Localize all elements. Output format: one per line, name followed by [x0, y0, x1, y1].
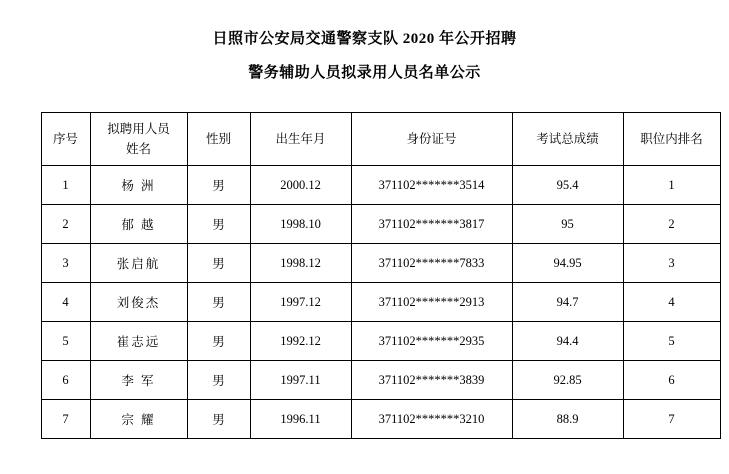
table-row	[41, 322, 720, 361]
cell-name: 崔志远	[90, 322, 187, 361]
cell-index: 2	[41, 205, 90, 244]
table-header	[41, 113, 720, 166]
cell-index: 3	[41, 244, 90, 283]
cell-position-rank: 6	[623, 361, 720, 400]
cell-id-number: 371102*******2913	[351, 283, 512, 322]
cell-index: 7	[41, 400, 90, 439]
cell-birth: 2000.12	[250, 166, 351, 205]
cell-sex: 男	[187, 166, 250, 205]
cell-birth: 1998.12	[250, 244, 351, 283]
cell-total-score: 94.4	[512, 322, 623, 361]
cell-birth: 1998.10	[250, 205, 351, 244]
cell-name: 郁 越	[90, 205, 187, 244]
cell-id-number: 371102*******7833	[351, 244, 512, 283]
cell-birth: 1997.12	[250, 283, 351, 322]
header-position-rank: 职位内排名	[623, 113, 720, 166]
cell-index: 5	[41, 322, 90, 361]
header-total-score: 考试总成绩	[512, 113, 623, 166]
cell-id-number: 371102*******3514	[351, 166, 512, 205]
document-title	[0, 0, 729, 90]
header-index: 序号	[41, 113, 90, 166]
cell-sex: 男	[187, 361, 250, 400]
table-row	[41, 166, 720, 205]
cell-index: 1	[41, 166, 90, 205]
cell-index: 6	[41, 361, 90, 400]
title-line-2: 警务辅助人员拟录用人员名单公示	[248, 65, 481, 81]
cell-position-rank: 2	[623, 205, 720, 244]
cell-name: 杨 洲	[90, 166, 187, 205]
table-row	[41, 400, 720, 439]
table-body	[41, 166, 720, 439]
cell-total-score: 92.85	[512, 361, 623, 400]
cell-position-rank: 3	[623, 244, 720, 283]
title-line-1: 日照市公安局交通警察支队 2020 年公开招聘	[212, 31, 517, 47]
cell-total-score: 94.95	[512, 244, 623, 283]
candidate-table-container	[41, 112, 703, 439]
cell-name: 张启航	[90, 244, 187, 283]
cell-birth: 1992.12	[250, 322, 351, 361]
cell-id-number: 371102*******2935	[351, 322, 512, 361]
table-row	[41, 244, 720, 283]
cell-total-score: 95.4	[512, 166, 623, 205]
cell-name: 刘俊杰	[90, 283, 187, 322]
table-header-row	[41, 113, 720, 166]
cell-total-score: 94.7	[512, 283, 623, 322]
header-name	[90, 113, 187, 166]
cell-name: 宗 耀	[90, 400, 187, 439]
table-row	[41, 205, 720, 244]
cell-id-number: 371102*******3817	[351, 205, 512, 244]
header-name-line1: 拟聘用人员	[107, 122, 170, 136]
cell-sex: 男	[187, 322, 250, 361]
cell-sex: 男	[187, 283, 250, 322]
candidate-table	[41, 112, 721, 439]
cell-position-rank: 1	[623, 166, 720, 205]
cell-position-rank: 4	[623, 283, 720, 322]
table-row	[41, 361, 720, 400]
cell-id-number: 371102*******3210	[351, 400, 512, 439]
cell-name: 李 军	[90, 361, 187, 400]
cell-id-number: 371102*******3839	[351, 361, 512, 400]
header-birth: 出生年月	[250, 113, 351, 166]
cell-birth: 1996.11	[250, 400, 351, 439]
cell-birth: 1997.11	[250, 361, 351, 400]
cell-total-score: 88.9	[512, 400, 623, 439]
cell-total-score: 95	[512, 205, 623, 244]
cell-sex: 男	[187, 205, 250, 244]
cell-position-rank: 5	[623, 322, 720, 361]
table-row	[41, 283, 720, 322]
header-name-line2: 姓名	[125, 142, 151, 156]
cell-sex: 男	[187, 400, 250, 439]
header-sex: 性别	[187, 113, 250, 166]
header-id-number: 身份证号	[351, 113, 512, 166]
cell-position-rank: 7	[623, 400, 720, 439]
cell-sex: 男	[187, 244, 250, 283]
cell-index: 4	[41, 283, 90, 322]
